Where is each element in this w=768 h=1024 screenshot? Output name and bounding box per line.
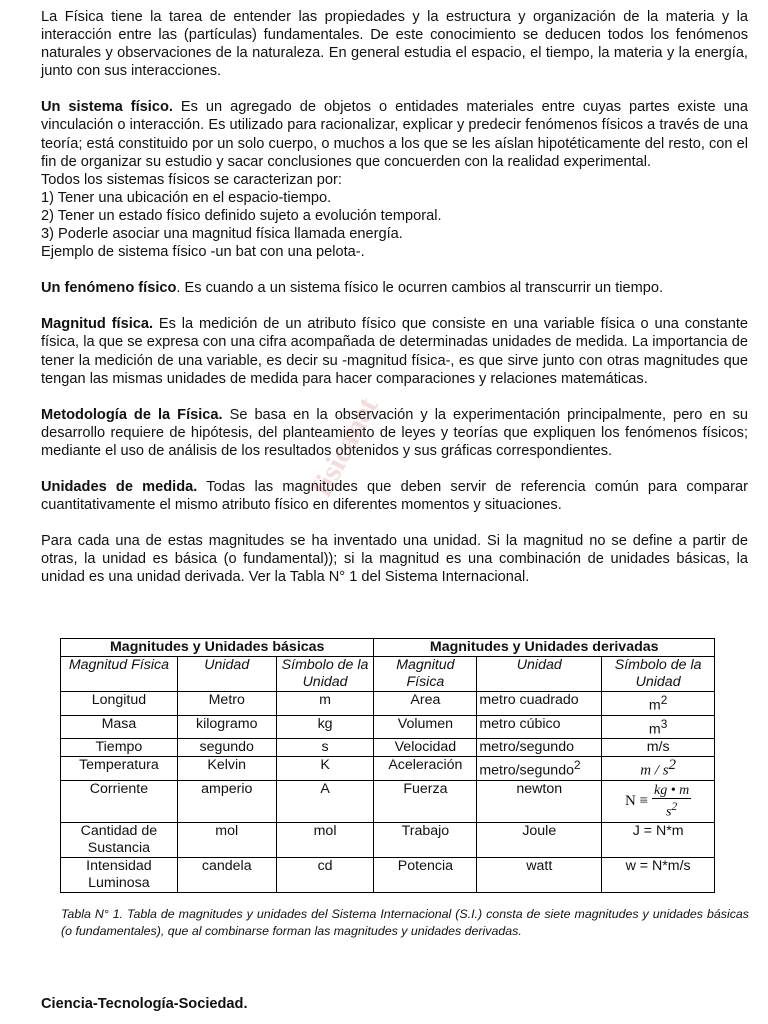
table-row: [61, 692, 715, 716]
basic-magnitud-cell: Masa: [61, 715, 178, 739]
basic-magnitud-cell: Tiempo: [61, 739, 178, 757]
newton-formula-denominator-exponent: 2: [671, 800, 678, 814]
derived-simbolo-exponent: 2: [668, 757, 677, 774]
table-row: [61, 715, 715, 739]
basic-unidad-cell: mol: [177, 823, 276, 858]
newton-formula-denominator: [652, 799, 691, 820]
metodologia-paragraph: [41, 406, 748, 460]
sistema-fisico-paragraph: [41, 98, 748, 170]
derived-simbolo-base: m: [648, 697, 661, 714]
unidades-medida-paragraph: [41, 478, 748, 514]
derived-simbolo-cell: m/s: [602, 739, 715, 757]
magnitud-fisica-term: Magnitud física.: [41, 316, 154, 333]
basic-magnitud-cell: Corriente: [61, 781, 178, 823]
sistema-fisico-term: Un sistema físico.: [41, 99, 173, 116]
unidades-medida-term: Unidades de medida.: [41, 478, 198, 495]
basic-simbolo-cell: mol: [276, 823, 374, 858]
basic-magnitud-cell: Intensidad Luminosa: [61, 858, 178, 893]
derived-unidad-cell: metro cuadrado: [477, 692, 602, 716]
basic-unidad-cell: candela: [177, 858, 276, 893]
fenomeno-fisico-term: Un fenómeno físico: [41, 280, 177, 297]
derived-magnitud-cell: Trabajo: [374, 823, 477, 858]
group-header-derived: Magnitudes y Unidades derivadas: [374, 639, 715, 657]
table-row: [61, 757, 715, 781]
derived-magnitud-cell: Volumen: [374, 715, 477, 739]
basic-unidad-cell: Kelvin: [177, 757, 276, 781]
derived-unidad-cell: metro cúbico: [477, 715, 602, 739]
col-header-derived-unidad: Unidad: [477, 657, 602, 692]
basic-unidad-cell: kilogramo: [177, 715, 276, 739]
table-column-header-row: [61, 657, 715, 692]
basic-magnitud-cell: Cantidad de Sustancia: [61, 823, 178, 858]
intro-paragraph: La Física tiene la tarea de entender las propiedades y la estructura y organización de la materia y la interacción entre las (partículas) fundamentales. De este conocimiento se deducen todos los fenómenos naturales y observaciones de la naturaleza. En general estudia el espacio, el tiempo, la materia y la energía, junto con sus interacciones.: [41, 9, 748, 80]
derived-simbolo-base: m / s: [640, 763, 669, 780]
derived-magnitud-cell: Potencia: [374, 858, 477, 893]
document-body: [41, 8, 748, 586]
si-units-table: [60, 638, 715, 893]
metodologia-term: Metodología de la Física.: [41, 406, 223, 423]
derived-unidad-cell: Joule: [477, 823, 602, 858]
newton-formula-lhs: N ≡: [625, 793, 649, 810]
section-heading-cts: Ciencia-Tecnología-Sociedad.: [41, 996, 248, 1012]
derived-unidad-cell: newton: [477, 781, 602, 823]
magnitud-fisica-paragraph: [41, 315, 748, 387]
derived-magnitud-cell: Area: [374, 692, 477, 716]
magnitud-fisica-text: Es la medición de un atributo físico que consiste en una variable física o una constante física, la que se expresa con una cifra acompañada de determinadas unidades de medida. La importancia de tener la medición de una variable, es decir su -magnitud física-, es que sirve junto con otras magnitudes que tengan las mismas unidades de medida para hacer comparaciones y relaciones matemáticas.: [41, 316, 748, 387]
derived-simbolo-exponent: 2: [660, 693, 668, 707]
unidades-medida-text: Todas las magnitudes que deben servir de referencia común para comparar cuantitativamente el mismo atributo físico en diferentes momentos y situaciones.: [41, 478, 748, 514]
derived-unidad-cell: [477, 757, 602, 781]
table-row: [61, 739, 715, 757]
para-cada-paragraph: Para cada una de estas magnitudes se ha inventado una unidad. Si la magnitud no se define a partir de otras, la unidad es básica (o fundamental)); si la magnitud es una combinación de unidades básicas, la unidad es una unidad derivada. Ver la Tabla N° 1 del Sistema Internacional.: [41, 533, 748, 586]
basic-simbolo-cell: kg: [276, 715, 374, 739]
table-row: [61, 781, 715, 823]
basic-simbolo-cell: s: [276, 739, 374, 757]
group-header-basic: Magnitudes y Unidades básicas: [61, 639, 374, 657]
table-group-header-row: [61, 639, 715, 657]
derived-unidad-cell: watt: [477, 858, 602, 893]
derived-magnitud-cell: Fuerza: [374, 781, 477, 823]
col-header-basic-magnitud: Magnitud Física: [61, 657, 178, 692]
basic-simbolo-cell: cd: [276, 858, 374, 893]
newton-formula-numerator: kg • m: [654, 783, 690, 799]
derived-simbolo-cell: [602, 715, 715, 739]
basic-simbolo-cell: m: [276, 692, 374, 716]
table-caption: Tabla N° 1. Tabla de magnitudes y unidades del Sistema Internacional (S.I.) consta de siete magnitudes y unidades básicas (o fundamentales), que al combinarse forman las magnitudes y unidades derivadas.: [61, 907, 749, 938]
derived-magnitud-cell: Aceleración: [374, 757, 477, 781]
derived-unidad-base: metro/segundo: [479, 763, 574, 780]
basic-simbolo-cell: K: [276, 757, 374, 781]
fenomeno-fisico-paragraph: [41, 279, 748, 297]
derived-simbolo-cell: [602, 781, 715, 823]
sistema-line-5: Ejemplo de sistema físico -un bat con una pelota-.: [41, 244, 365, 261]
table-row: [61, 858, 715, 893]
derived-unidad-cell: metro/segundo: [477, 739, 602, 757]
derived-simbolo-cell: [602, 692, 715, 716]
newton-formula-fraction: [652, 783, 691, 820]
sistema-fisico-text: Es un agregado de objetos o entidades materiales entre cuyas partes existe una vinculación o interacción. Es utilizado para racionalizar, explicar y predecir fenómenos físicos a través de una teoría; está constituido por un solo cuerpo, o muchos a los que se les aíslan hipotéticamente del resto, con el fin de organizar su estudio y sacar conclusiones que concuerden con la realidad experimental.: [41, 99, 748, 170]
derived-unidad-exponent: 2: [573, 758, 581, 773]
basic-simbolo-cell: A: [276, 781, 374, 823]
sistema-line-3: 2) Tener un estado físico definido sujeto a evolución temporal.: [41, 207, 442, 224]
basic-magnitud-cell: Longitud: [61, 692, 178, 716]
sistema-line-1: Todos los sistemas físicos se caracterizan por:: [41, 171, 342, 188]
sistema-line-4: 3) Poderle asociar una magnitud física llamada energía.: [41, 226, 403, 243]
newton-formula-denominator-base: s: [665, 805, 672, 821]
col-header-derived-simbolo: Símbolo de la Unidad: [602, 657, 715, 692]
basic-unidad-cell: Metro: [177, 692, 276, 716]
sistema-line-2: 1) Tener una ubicación en el espacio-tiempo.: [41, 189, 332, 206]
derived-simbolo-cell: J = N*m: [602, 823, 715, 858]
metodologia-text: Se basa en la observación y la experimentación principalmente, pero en su desarrollo requiere de hipótesis, del planteamiento de leyes y teorías que expliquen los fenómenos físicos; mediante el uso de análisis de los resultados obtenidos y sus gráficas correspondientes.: [41, 406, 748, 459]
derived-simbolo-base: m: [648, 721, 661, 738]
col-header-derived-magnitud: Magnitud Física: [374, 657, 477, 692]
derived-magnitud-cell: Velocidad: [374, 739, 477, 757]
watermark-logo: fisicanet: [305, 391, 385, 502]
fenomeno-fisico-text: . Es cuando a un sistema físico le ocurren cambios al transcurrir un tiempo.: [176, 280, 664, 297]
table-row: [61, 823, 715, 858]
derived-simbolo-cell: w = N*m/s: [602, 858, 715, 893]
basic-magnitud-cell: Temperatura: [61, 757, 178, 781]
derived-simbolo-exponent: 3: [660, 716, 668, 731]
basic-unidad-cell: segundo: [177, 739, 276, 757]
col-header-basic-simbolo: Símbolo de la Unidad: [276, 657, 374, 692]
basic-unidad-cell: amperio: [177, 781, 276, 823]
derived-simbolo-cell: [602, 757, 715, 781]
col-header-basic-unidad: Unidad: [177, 657, 276, 692]
